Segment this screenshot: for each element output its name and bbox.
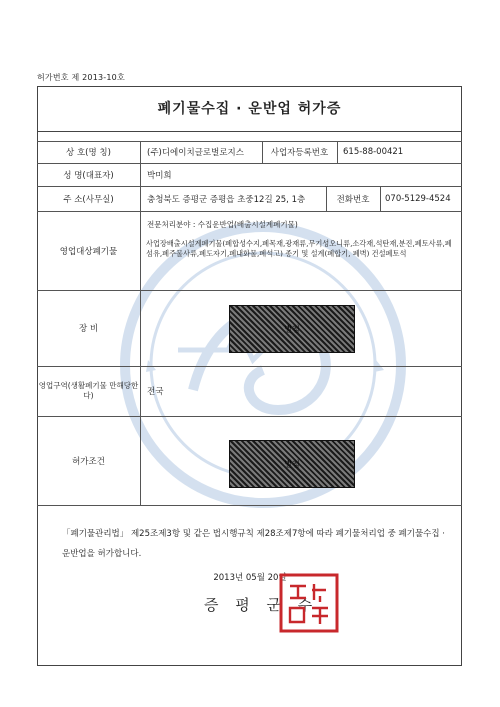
conditions-attachment: 별첨 bbox=[284, 459, 300, 469]
issue-date: 2013년 05월 20일 bbox=[213, 573, 287, 583]
page-title: 폐기물수집 · 운반업 허가증 bbox=[157, 101, 342, 117]
area-value: 전국 bbox=[147, 387, 164, 397]
permit-statement: 「폐기물관리법」 제25조제3항 및 같은 법시행규칙 제28조제7항에 따라 폐기물처리업 중 폐기물수집 · 운반업을 허가합니다. bbox=[62, 529, 445, 559]
waste-specialty: 전문처리분야 : 수집운반업(배출시설계폐기물) bbox=[147, 220, 298, 229]
bizno-value: 615-88-00421 bbox=[343, 147, 404, 157]
column-divider bbox=[337, 141, 338, 163]
representative-value: 박미희 bbox=[147, 170, 172, 181]
company-value: (주)디에이치글로벌로지스 bbox=[147, 148, 244, 158]
representative-label: 성 명(대표자) bbox=[63, 170, 114, 181]
permit-number: 허가번호 제 2013-10호 bbox=[37, 73, 125, 82]
waste-types: 사업장배출시설계폐기물(폐합성수지,폐목재,광재류,무기성오니류,소각재,석탄재,분진,폐토사류,폐섬유,폐주물사류,폐도자기,폐내화물,폐석고) 종기 및 설계(폐합기, 폐벽) 건설폐토석 bbox=[146, 239, 452, 258]
conditions-label: 허가조건 bbox=[72, 456, 105, 467]
area-label: 영업구역(생활폐기물 만해당한다) bbox=[38, 381, 139, 400]
row-divider bbox=[37, 505, 462, 506]
official-seal-icon bbox=[278, 572, 340, 634]
title-divider bbox=[37, 131, 462, 132]
bizno-label: 사업자등록번호 bbox=[270, 148, 329, 158]
phone-label: 전화번호 bbox=[336, 194, 370, 205]
waste-label: 영업대상폐기물 bbox=[59, 246, 118, 257]
address-label: 주 소(사무실) bbox=[63, 194, 114, 205]
conditions-redaction bbox=[229, 440, 355, 488]
issuer-name: 증 평 군 수 bbox=[204, 596, 319, 614]
equipment-redaction bbox=[229, 305, 355, 353]
equipment-attachment: 별첨 bbox=[284, 324, 300, 334]
column-divider bbox=[380, 186, 381, 211]
equipment-label: 장 비 bbox=[78, 324, 99, 334]
column-divider bbox=[140, 141, 141, 505]
company-label: 상 호(명 칭) bbox=[66, 148, 111, 158]
address-value: 충청북도 증평군 증평읍 초중12길 25, 1층 bbox=[147, 194, 306, 205]
phone-value: 070-5129-4524 bbox=[385, 193, 451, 204]
